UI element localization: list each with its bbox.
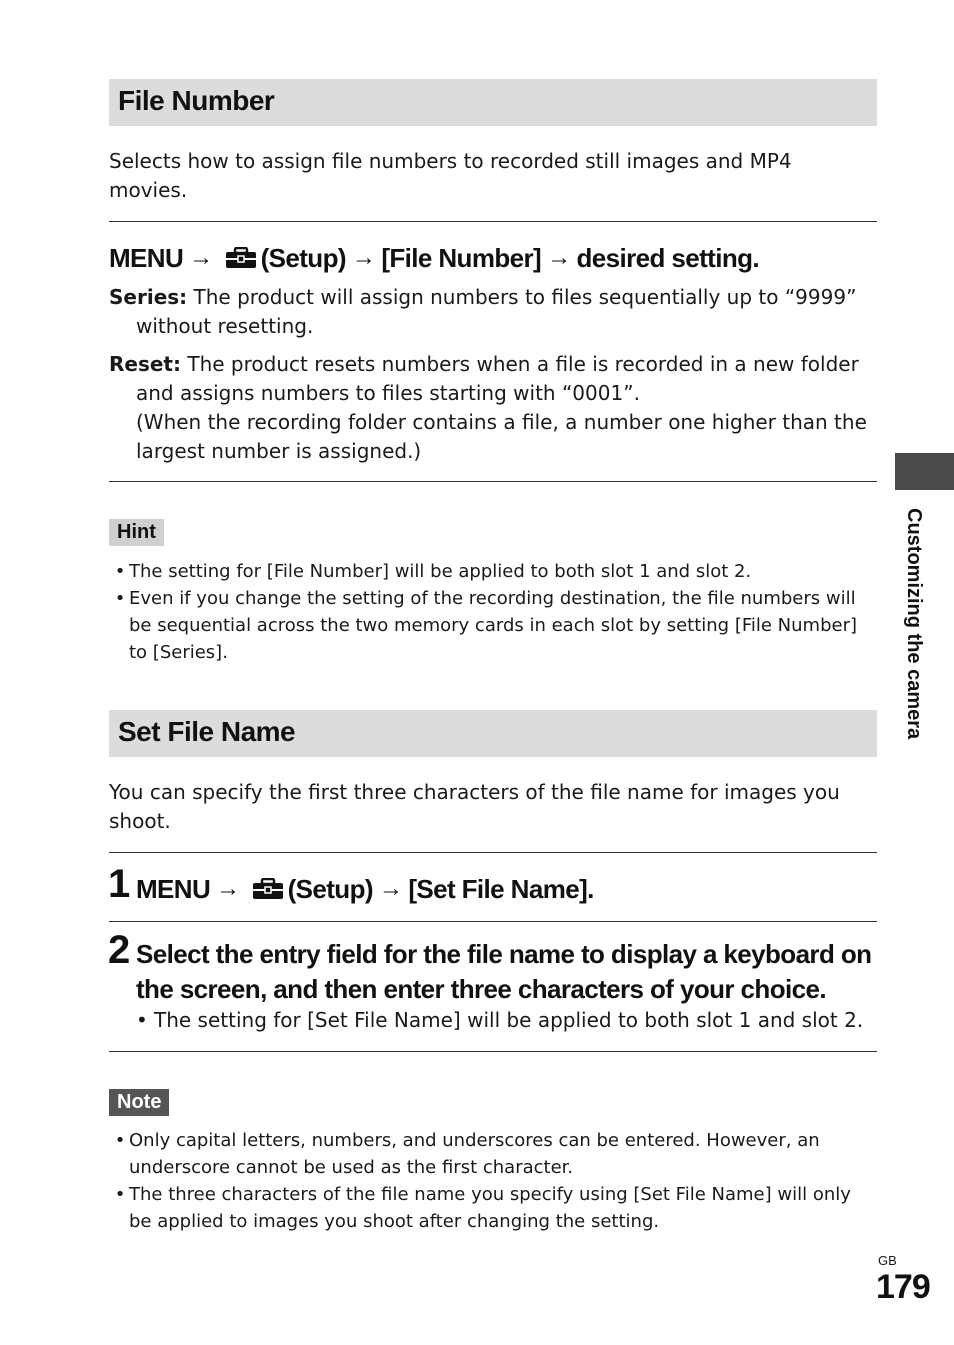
bullet: • bbox=[114, 588, 126, 609]
section-title: Set File Name bbox=[118, 716, 296, 747]
divider bbox=[109, 221, 877, 222]
page-number: 179 bbox=[876, 1268, 930, 1306]
section-intro: You can specify the first three characters of the file name for images you shoot. bbox=[109, 780, 840, 833]
hint-label: Hint bbox=[109, 519, 164, 546]
menu-item: [Set File Name]. bbox=[408, 873, 594, 904]
option-desc: The product will assign numbers to files sequentially up to “9999” without resetting. bbox=[136, 285, 857, 338]
section-intro: Selects how to assign file numbers to recorded still images and MP4 movies. bbox=[109, 149, 792, 202]
divider bbox=[109, 481, 877, 482]
side-tab bbox=[895, 453, 954, 490]
toolbox-icon bbox=[225, 247, 257, 269]
setup-label: (Setup) bbox=[260, 242, 346, 273]
section-title: File Number bbox=[118, 85, 275, 116]
list-item: • The three characters of the file name you specify using [Set File Name] will only be applied to images you shoot after changing the setting. bbox=[111, 1181, 871, 1235]
option-reset bbox=[109, 350, 901, 466]
region-code: GB bbox=[878, 1253, 897, 1268]
side-chapter-label: Customizing the camera bbox=[903, 508, 925, 740]
divider bbox=[109, 921, 877, 922]
note-label: Note bbox=[109, 1089, 169, 1116]
arrow-icon: → bbox=[216, 875, 240, 902]
option-desc: The product resets numbers when a file is recorded in a new folder and assigns numbers to files starting with “0001”. bbox=[136, 352, 859, 405]
hint-list bbox=[111, 558, 871, 666]
bullet: • bbox=[114, 1184, 126, 1205]
section-header-set-file-name bbox=[109, 710, 877, 757]
step-number: 2 bbox=[108, 928, 131, 972]
arrow-icon: → bbox=[547, 244, 571, 271]
step-2-heading: Select the entry field for the file name to display a keyboard on the screen, and then enter three characters of your choice. bbox=[136, 939, 872, 1004]
divider bbox=[109, 1051, 877, 1052]
divider bbox=[109, 852, 877, 853]
step-2-bullet: • The setting for [Set File Name] will be applied to both slot 1 and slot 2. bbox=[136, 1006, 881, 1035]
bullet: • bbox=[136, 1008, 148, 1032]
bullet: • bbox=[114, 1130, 126, 1151]
menu-item: [File Number] bbox=[381, 242, 542, 273]
option-term: Reset: bbox=[109, 352, 181, 376]
step-number: 1 bbox=[108, 862, 131, 906]
menu-label: MENU bbox=[109, 242, 184, 273]
note-list bbox=[111, 1127, 871, 1235]
option-extra: (When the recording folder contains a file, a number one higher than the largest number is assigned.) bbox=[136, 410, 867, 463]
menu-path bbox=[109, 240, 759, 276]
bullet: • bbox=[114, 561, 126, 582]
arrow-icon: → bbox=[189, 244, 213, 271]
option-series bbox=[109, 283, 901, 341]
option-term: Series: bbox=[109, 285, 188, 309]
arrow-icon: → bbox=[351, 244, 376, 271]
menu-label: MENU bbox=[136, 873, 211, 904]
setup-label: (Setup) bbox=[287, 873, 373, 904]
list-item: • The setting for [File Number] will be applied to both slot 1 and slot 2. bbox=[111, 558, 871, 585]
menu-end: desired setting. bbox=[576, 242, 760, 273]
arrow-icon: → bbox=[378, 875, 403, 902]
step-1-menu-path bbox=[136, 871, 594, 907]
list-item: • Only capital letters, numbers, and underscores can be entered. However, an underscore cannot be used as the first character. bbox=[111, 1127, 871, 1181]
list-item: • Even if you change the setting of the recording destination, the file numbers will be sequential across the two memory cards in each slot by setting [File Number] to [Series]. bbox=[111, 585, 871, 666]
toolbox-icon bbox=[252, 878, 284, 900]
section-header-file-number bbox=[109, 79, 877, 126]
